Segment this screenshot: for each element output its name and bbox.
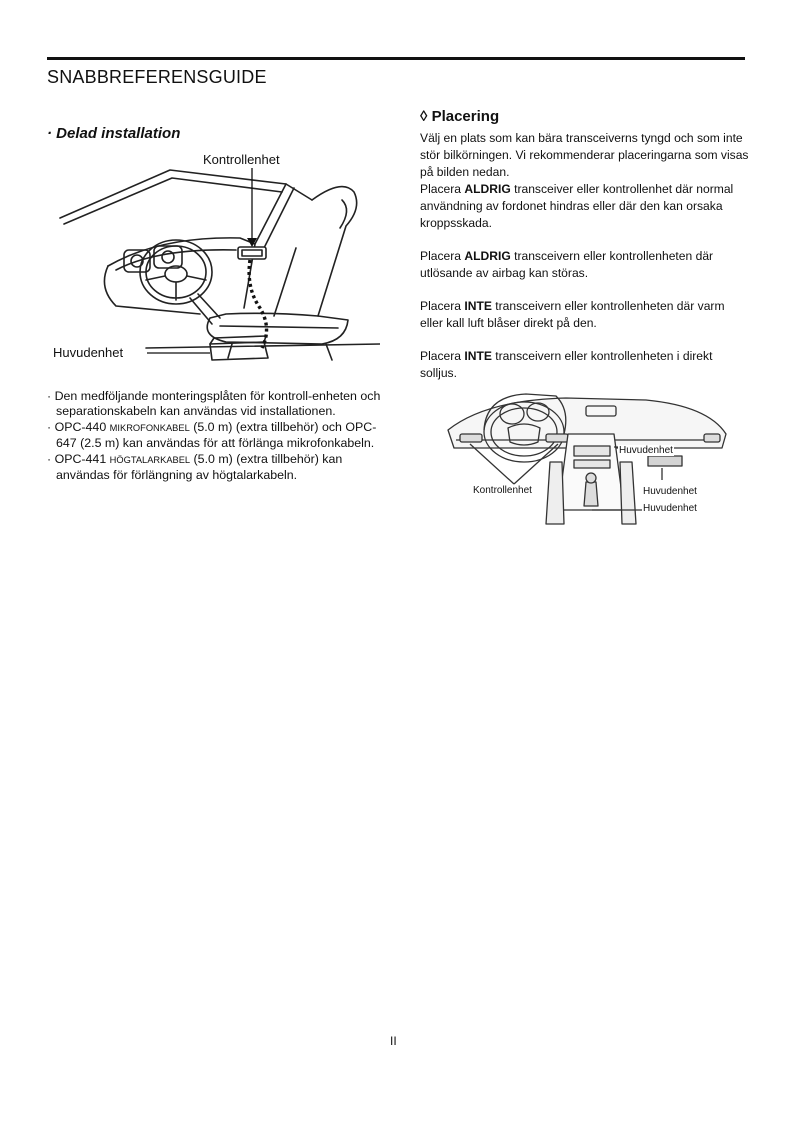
paragraph bbox=[420, 298, 750, 332]
placement-text bbox=[420, 130, 750, 382]
text: Placera bbox=[420, 349, 465, 363]
emphasis: ALDRIG bbox=[464, 249, 511, 263]
car-interior-illustration bbox=[50, 148, 380, 370]
text: transceiver eller kontrollenhet där normal användning av fordonet hindras eller där den kan orsaka kroppsskada. bbox=[420, 182, 734, 230]
bullet-suffix: (5.0 m) (extra tillbehör) och OPC-647 (2.5 m) kan användas för att förlänga mikrofonkabeln. bbox=[56, 419, 377, 451]
paragraph: Välj en plats som kan bära transceiverns tyngd och som inte stör bilkörningen. Vi rekommenderar placeringarna som visas på bilden nedan. bbox=[420, 131, 749, 179]
text: transceivern eller kontrollenheten där varm eller kall luft blåser direkt på den. bbox=[420, 299, 725, 330]
label-main-unit: Huvudenhet bbox=[619, 445, 673, 456]
emphasis: ALDRIG bbox=[464, 182, 511, 196]
header-rule bbox=[47, 57, 745, 60]
paragraph bbox=[420, 248, 750, 282]
page-title: SNABBREFERENSGUIDE bbox=[47, 67, 267, 87]
text: transceivern eller kontrollenheten där utlösande av airbag kan störas. bbox=[420, 249, 714, 280]
bullet-prefix: · OPC-441 bbox=[47, 451, 110, 466]
label-main-unit: Huvudenhet bbox=[643, 503, 697, 514]
label-control-unit: Kontrollenhet bbox=[473, 485, 532, 496]
label-main-unit: Huvudenhet bbox=[53, 345, 124, 360]
bullet-smallcaps: MIKROFONKABEL bbox=[109, 422, 190, 433]
dashboard-placement-illustration bbox=[446, 390, 732, 530]
bullet-suffix: (5.0 m) (extra tillbehör) kan användas för förlängning av högtalarkabeln. bbox=[56, 451, 343, 483]
paragraph bbox=[420, 348, 750, 382]
text: Placera bbox=[420, 249, 465, 263]
bullet-smallcaps: HÖGTALARKABEL bbox=[109, 454, 191, 465]
section-title-shared-installation: · Delad installation bbox=[47, 125, 181, 142]
car-interior-drawing bbox=[50, 148, 380, 370]
label-main-unit: Huvudenhet bbox=[643, 486, 697, 497]
bullet-prefix: · OPC-440 bbox=[47, 419, 110, 434]
text: Placera bbox=[420, 299, 465, 313]
section-title-placement: ◊ Placering bbox=[420, 108, 500, 125]
bullet-list bbox=[47, 389, 387, 483]
bullet-item bbox=[47, 452, 387, 484]
bullet-item bbox=[47, 420, 387, 452]
bullet-item: · Den medföljande monteringsplåten för kontroll-enheten och separationskabeln kan användas vid installationen. bbox=[47, 389, 381, 419]
label-control-unit: Kontrollenhet bbox=[203, 152, 280, 167]
page-number: II bbox=[390, 1034, 397, 1048]
emphasis: INTE bbox=[464, 299, 492, 313]
text: Placera bbox=[420, 182, 465, 196]
paragraph bbox=[420, 181, 750, 232]
emphasis: INTE bbox=[464, 349, 492, 363]
text: transceivern eller kontrollenheten i direkt solljus. bbox=[420, 349, 713, 380]
